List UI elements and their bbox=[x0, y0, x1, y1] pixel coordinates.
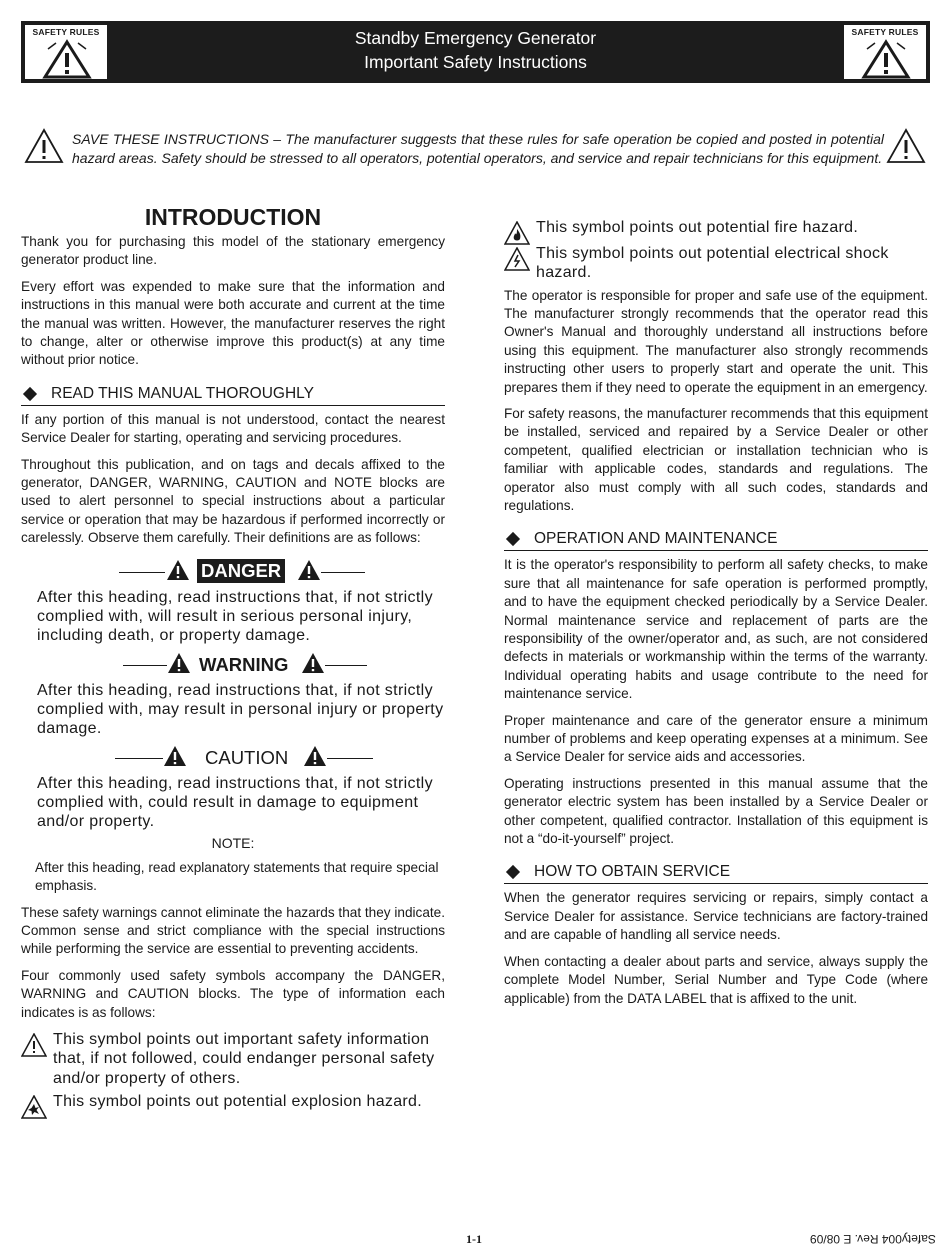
service-paragraph-2: When contacting a dealer about parts and service, always supply the complete Model Number, Serial Number and Type Code (where applicable) from the DATA LABEL that is affixed to the unit. bbox=[504, 953, 928, 1006]
caution-label: CAUTION bbox=[205, 746, 289, 768]
filled-warning-triangle-icon bbox=[163, 745, 187, 767]
filled-warning-triangle-icon bbox=[166, 559, 190, 581]
caution-triangle-icon bbox=[886, 128, 926, 164]
shock-symbol-text: This symbol points out potential electrical shock hazard. bbox=[536, 244, 889, 281]
safety-reasons-paragraph: For safety reasons, the manufacturer recommends that this equipment be installed, serviced and repaired by a Service Dealer or other competent, qualified electrician or installation technician who is familiar with applicable codes, standards and regulations. The operator also must comply with all such codes, standards and regulations. bbox=[504, 405, 928, 513]
operation-paragraph-2: Proper maintenance and care of the generator ensure a minimum number of problems and keep operating expenses at a minimum. See a Service Dealer for service aids and accessories. bbox=[504, 712, 928, 765]
page-number: 1-1 bbox=[466, 1232, 482, 1246]
signal-rule bbox=[115, 758, 163, 760]
explosion-symbol-row bbox=[21, 1092, 445, 1112]
filled-warning-triangle-icon bbox=[297, 559, 321, 581]
signal-rule bbox=[119, 572, 165, 574]
filled-warning-triangle-icon bbox=[167, 652, 191, 674]
explosion-icon bbox=[21, 1095, 47, 1119]
warning-signal-heading bbox=[21, 649, 445, 681]
caution-triangle-icon bbox=[24, 128, 64, 164]
danger-definition: After this heading, read instructions that, if not strictly complied with, will result in serious personal injury, including death, or property damage. bbox=[37, 588, 433, 644]
save-instructions-note: SAVE THESE INSTRUCTIONS – The manufacturer suggests that these rules for safe operation be copied and posted in potential hazard areas. Safety should be stressed to all operators, potential operators, and service and repair technicians for this equipment. bbox=[72, 131, 884, 166]
signal-rule bbox=[327, 758, 373, 760]
safety-symbol-text: This symbol points out important safety information that, if not followed, could endanger personal safety and/or property of others. bbox=[53, 1030, 435, 1087]
obtain-service-heading: HOW TO OBTAIN SERVICE bbox=[504, 862, 928, 884]
warning-label: WARNING bbox=[199, 653, 289, 675]
revision-code: Safety004 Rev. E 08/09 bbox=[810, 1232, 936, 1246]
intro-paragraph-2: Every effort was expended to make sure that the information and instructions in this manual were both accurate and current at the time the manual was written. However, the manufacturer reserves the right to change, alter or otherwise improve this product(s) at any time without prior notice. bbox=[21, 278, 445, 368]
intro-paragraph-1: Thank you for purchasing this model of the stationary emergency generator product line. bbox=[21, 234, 445, 268]
caution-signal-heading bbox=[21, 742, 445, 774]
electric-shock-icon bbox=[504, 247, 530, 271]
explosion-symbol-text: This symbol points out potential explosion hazard. bbox=[53, 1093, 422, 1111]
service-paragraph-1: When the generator requires servicing or repairs, simply contact a Service Dealer for assistance. Service technicians are factory-trained and are capable of handling all service needs. bbox=[504, 890, 928, 943]
fire-symbol-row bbox=[504, 218, 928, 238]
filled-warning-triangle-icon bbox=[303, 745, 327, 767]
fire-icon bbox=[504, 221, 530, 245]
left-column bbox=[21, 204, 445, 1116]
header-title-line1: Standby Emergency Generator bbox=[354, 28, 597, 48]
symbols-paragraph: Four commonly used safety symbols accompany the DANGER, WARNING and CAUTION blocks. The type of information each indicates is as follows: bbox=[21, 967, 445, 1020]
signal-rule bbox=[321, 572, 365, 574]
introduction-heading: INTRODUCTION bbox=[144, 204, 322, 230]
warnings-paragraph: These safety warnings cannot eliminate the hazards that they indicate. Common sense and strict compliance with the special instructions while performing the service are essential to preventing accidents. bbox=[21, 904, 445, 957]
shock-symbol-row bbox=[504, 244, 928, 283]
operation-paragraph-3: Operating instructions presented in this manual assume that the generator electric system has been installed by a Service Dealer or other competent, qualified contractor. Installation of this equipment is not a “do-it-yourself” project. bbox=[504, 775, 928, 847]
read-paragraph-1: If any portion of this manual is not understood, contact the nearest Service Dealer for starting, operating and servicing procedures. bbox=[21, 411, 445, 446]
header-title-line2: Important Safety Instructions bbox=[364, 52, 587, 72]
safety-rules-badge-right bbox=[843, 24, 927, 80]
note-heading: NOTE: bbox=[211, 834, 255, 851]
fire-symbol-text: This symbol points out potential fire hazard. bbox=[536, 219, 859, 236]
badge-label: SAFETY RULES bbox=[851, 27, 919, 37]
read-manual-heading: READ THIS MANUAL THOROUGHLY bbox=[21, 384, 445, 406]
operation-paragraph-1: It is the operator's responsibility to perform all safety checks, to make sure that all maintenance for safe operation is performed promptly, and to have the equipment checked periodically by a Service Dealer. Normal maintenance service and replacement of parts are the responsibility of the owner/operator and, as such, are not considered defects in materials or workmanship within the terms of the warranty. Individual operating habits and usage contribute to the need for maintenance service. bbox=[504, 557, 928, 702]
caution-triangle-icon bbox=[21, 1033, 47, 1057]
read-paragraph-2: Throughout this publication, and on tags and decals affixed to the generator, DANGER, WARNING, CAUTION and NOTE blocks are used to alert personnel to special instructions about a particular service or operation that may be hazardous if performed incorrectly or carelessly. Observe them carefully. Their definitions are as follows: bbox=[21, 456, 445, 546]
filled-warning-triangle-icon bbox=[301, 652, 325, 674]
badge-label: SAFETY RULES bbox=[32, 27, 100, 37]
signal-rule bbox=[325, 665, 367, 667]
warning-definition: After this heading, read instructions that, if not strictly complied with, may result in personal injury or property damage. bbox=[37, 681, 444, 737]
danger-label: DANGER bbox=[197, 559, 285, 583]
signal-rule bbox=[123, 665, 167, 667]
diamond-bullet-icon bbox=[506, 532, 520, 546]
danger-signal-heading bbox=[21, 556, 445, 588]
safety-symbol-row bbox=[21, 1030, 445, 1089]
right-column bbox=[504, 218, 928, 1016]
operator-paragraph: The operator is responsible for proper and safe use of the equipment. The manufacturer strongly recommends that the operator read this Owner's Manual and thoroughly understand all instructions before using this equipment. The manufacturer also strongly recommends instructing other users to properly start and operate the unit. This prepares them if they need to operate the equipment in an emergency. bbox=[504, 287, 928, 395]
diamond-bullet-icon bbox=[23, 387, 37, 401]
caution-definition: After this heading, read instructions that, if not strictly complied with, could result in damage to equipment and/or property. bbox=[37, 774, 433, 830]
note-definition: After this heading, read explanatory statements that require special emphasis. bbox=[35, 859, 439, 894]
diamond-bullet-icon bbox=[506, 865, 520, 879]
operation-maintenance-heading: OPERATION AND MAINTENANCE bbox=[504, 529, 928, 551]
safety-rules-icon bbox=[861, 39, 911, 79]
header-band bbox=[21, 21, 930, 83]
